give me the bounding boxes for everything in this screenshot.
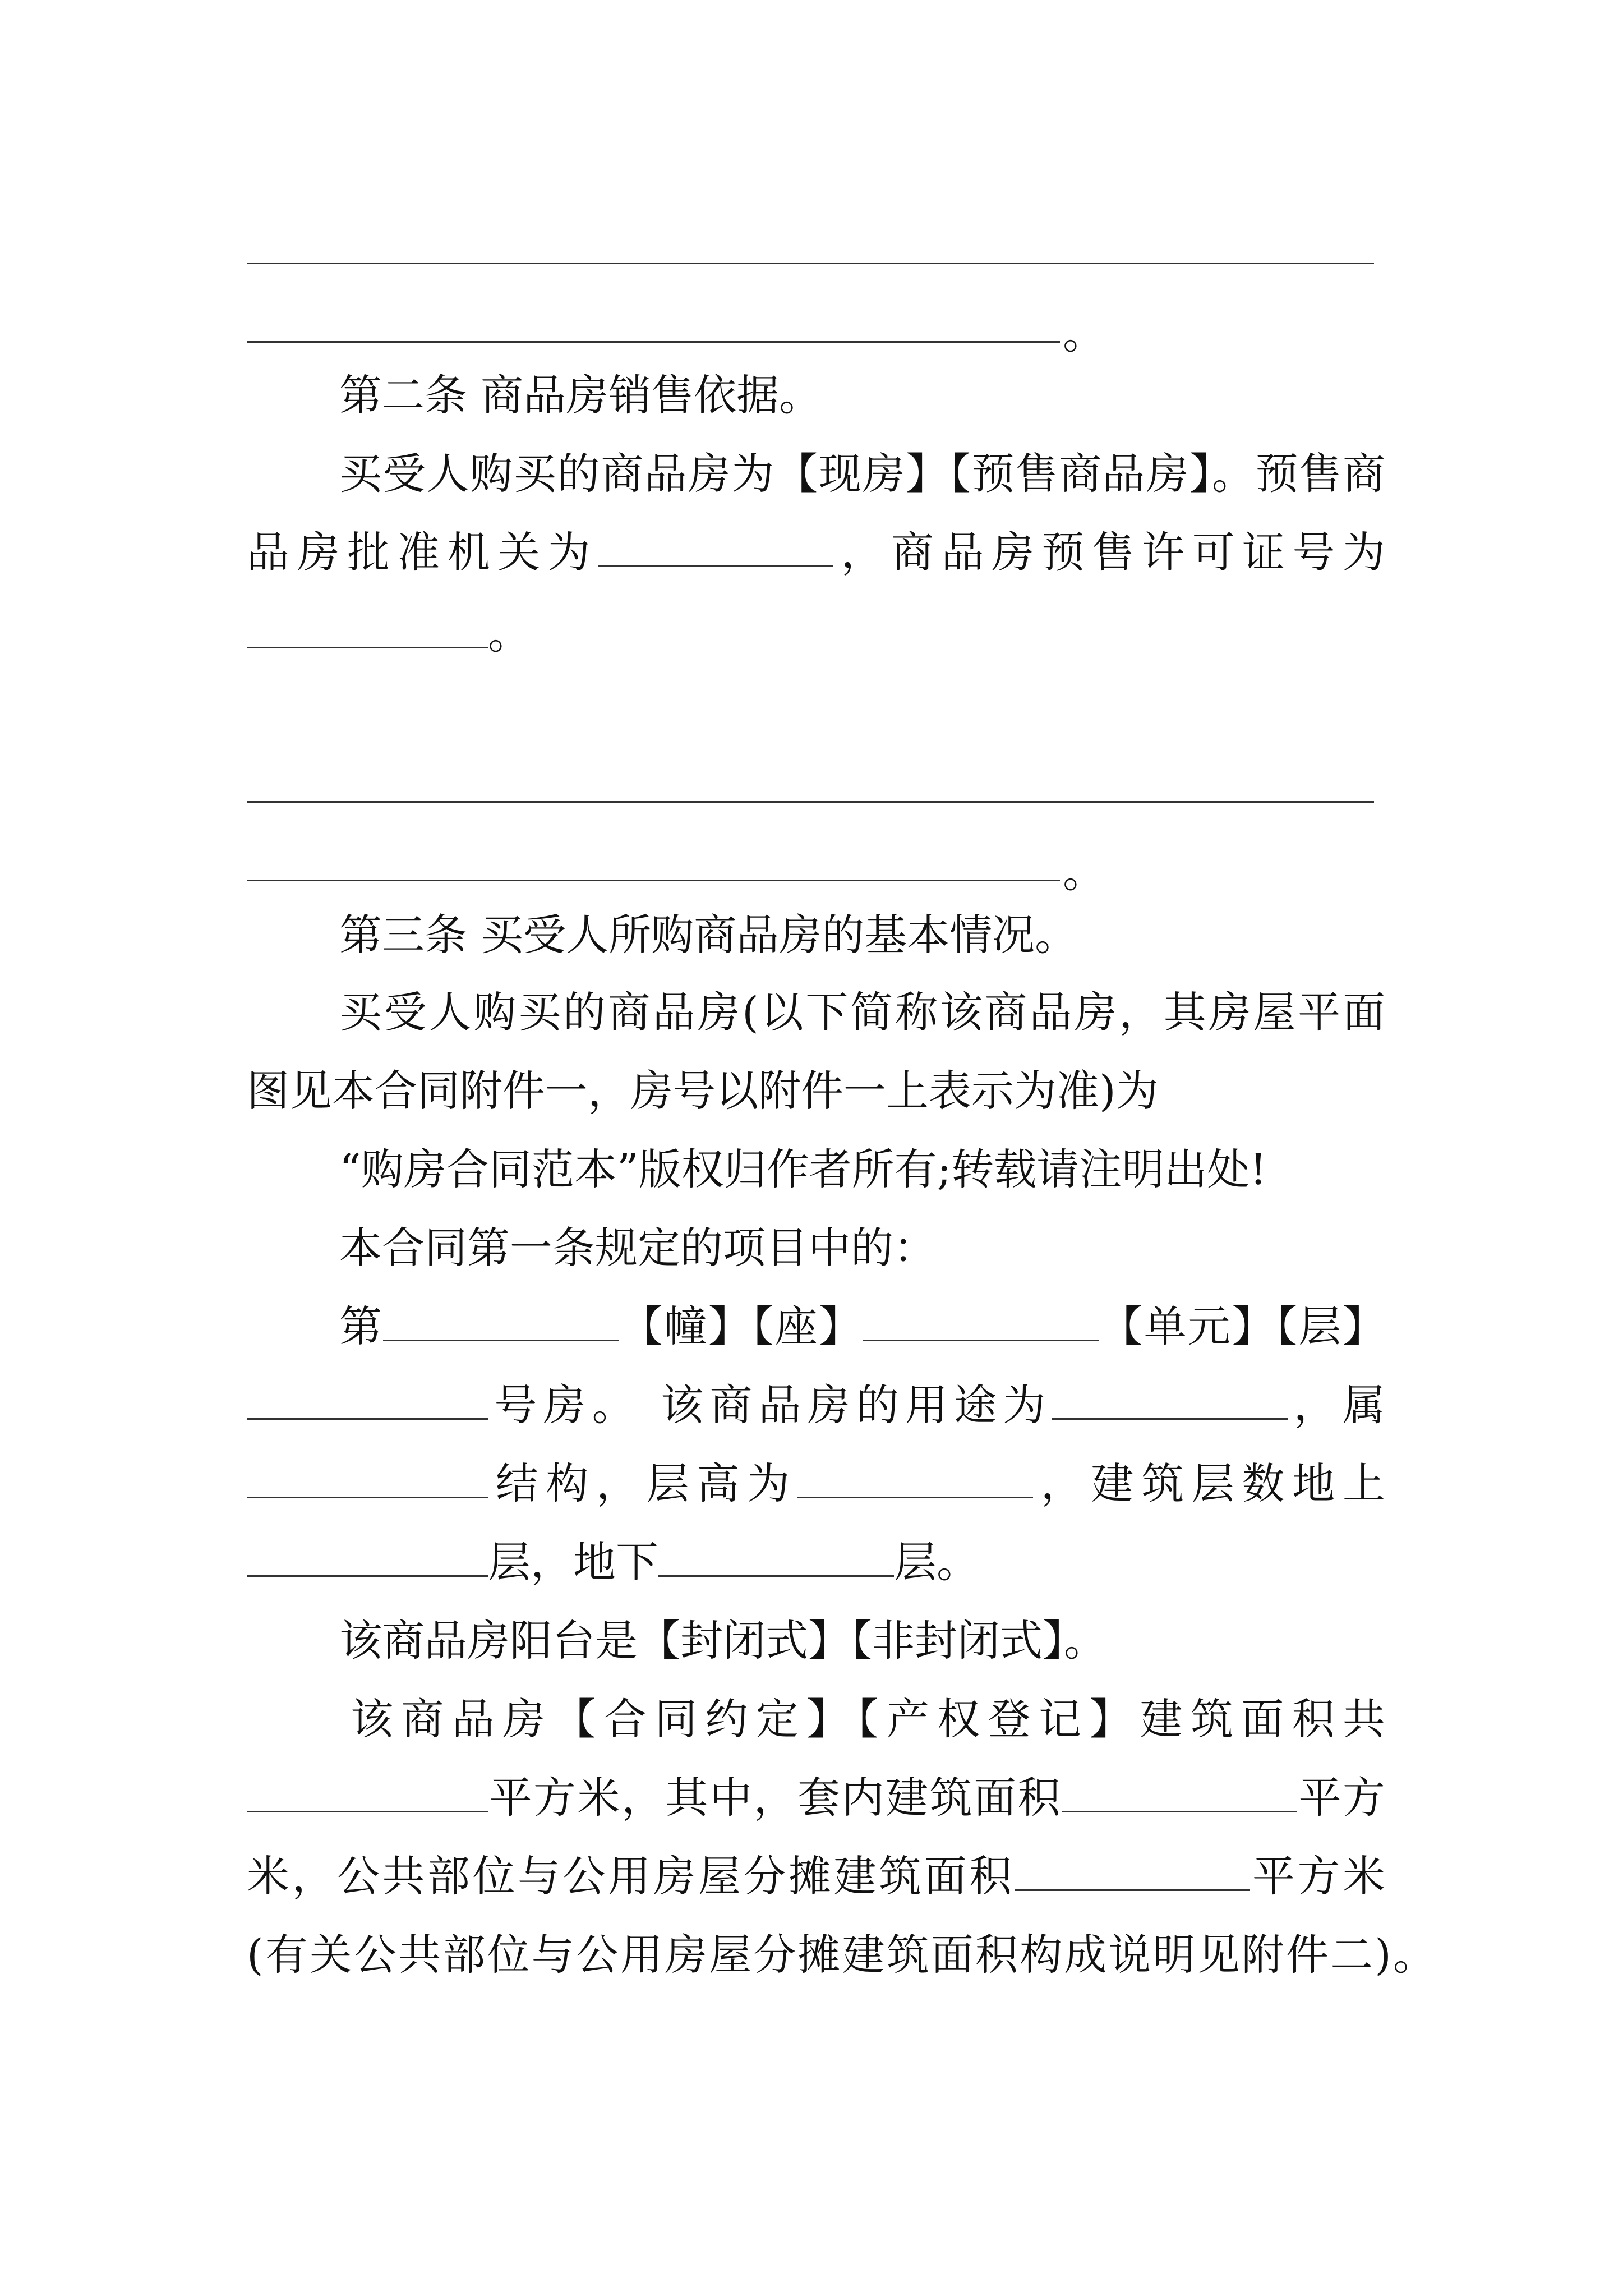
fill-in-blank[interactable] <box>863 1300 1099 1341</box>
period: 。 <box>488 609 531 659</box>
article-3-paragraph-line: 该商品房【合同约定】【产权登记】建筑面积共 <box>351 1694 1385 1744</box>
text-segment: 层。 <box>894 1537 979 1587</box>
fill-in-blank[interactable] <box>247 1379 488 1420</box>
text-segment: ，建筑层数地上 <box>1033 1458 1385 1508</box>
article-3-paragraph-line: 本合同第一条规定的项目中的： <box>339 1223 936 1273</box>
fill-in-blank[interactable] <box>247 1536 488 1577</box>
text-segment: 平方米 <box>1249 1851 1385 1901</box>
article-3-title: 第三条 买受人所购商品房的基本情况。 <box>339 910 1078 960</box>
text-segment: ，属 <box>1287 1380 1385 1430</box>
article-3-paragraph-line <box>247 1848 1385 1904</box>
fill-in-blank[interactable] <box>247 608 488 648</box>
article-3-paragraph-line <box>247 1456 1385 1512</box>
text-segment: 【单元】【层】 <box>1098 1301 1386 1351</box>
article-2-paragraph-line <box>247 524 1385 581</box>
blank-line <box>247 801 1374 803</box>
fill-in-blank[interactable] <box>797 1457 1033 1498</box>
period: 。 <box>1063 309 1105 358</box>
fill-in-blank[interactable] <box>1015 1850 1250 1891</box>
fill-in-blank[interactable] <box>1052 1379 1288 1420</box>
text-segment: 平方米，其中，套内建筑面积 <box>488 1773 1062 1823</box>
blank-line <box>247 880 1060 881</box>
text-segment: 米，公共部位与公用房屋分摊建筑面积 <box>247 1851 1015 1901</box>
fill-in-blank[interactable] <box>1062 1772 1297 1812</box>
article-3-paragraph-line <box>247 1770 1385 1826</box>
article-2-paragraph-line: 买受人购买的商品房为【现房】【预售商品房】。预售商 <box>339 449 1385 499</box>
article-3-paragraph-line: 买受人购买的商品房(以下简称该商品房，其房屋平面 <box>339 987 1385 1037</box>
article-2-title: 第二条 商品房销售依据。 <box>339 370 822 420</box>
fill-in-blank[interactable] <box>658 1536 894 1577</box>
article-3-paragraph-line <box>247 1377 1385 1433</box>
blank-line <box>247 263 1374 264</box>
article-2-paragraph-line <box>247 606 531 662</box>
fill-in-blank[interactable] <box>598 526 833 567</box>
article-3-paragraph-line <box>339 1299 1385 1355</box>
article-3-paragraph-line: 该商品房阳台是【封闭式】【非封闭式】。 <box>339 1616 1106 1665</box>
period: 。 <box>1063 847 1105 897</box>
article-3-paragraph-line: (有关公共部位与公用房屋分摊建筑面积构成说明见附件二)。 <box>247 1930 1436 1980</box>
text-segment: 层，地下 <box>488 1537 658 1587</box>
fill-in-blank[interactable] <box>247 1457 488 1498</box>
fill-in-blank[interactable] <box>383 1300 619 1341</box>
article-3-paragraph-line: 图见本合同附件一，房号以附件一上表示为准)为 <box>247 1066 1159 1116</box>
text-segment: 号房。 该商品房的用途为 <box>488 1380 1052 1430</box>
text-segment: 结构，层高为 <box>488 1458 797 1508</box>
article-3-paragraph-line <box>247 1534 979 1590</box>
blank-line <box>247 341 1060 343</box>
text-segment: 第 <box>339 1301 384 1351</box>
fill-in-blank[interactable] <box>247 1772 488 1812</box>
text-segment: 品房批准机关为 <box>247 527 598 577</box>
copyright-notice: “购房合同范本”版权归作者所有;转载请注明出处! <box>339 1144 1267 1194</box>
text-segment: 【幢】【座】 <box>619 1301 863 1351</box>
text-segment: 平方 <box>1297 1773 1385 1823</box>
text-segment: ，商品房预售许可证号为 <box>833 527 1386 577</box>
